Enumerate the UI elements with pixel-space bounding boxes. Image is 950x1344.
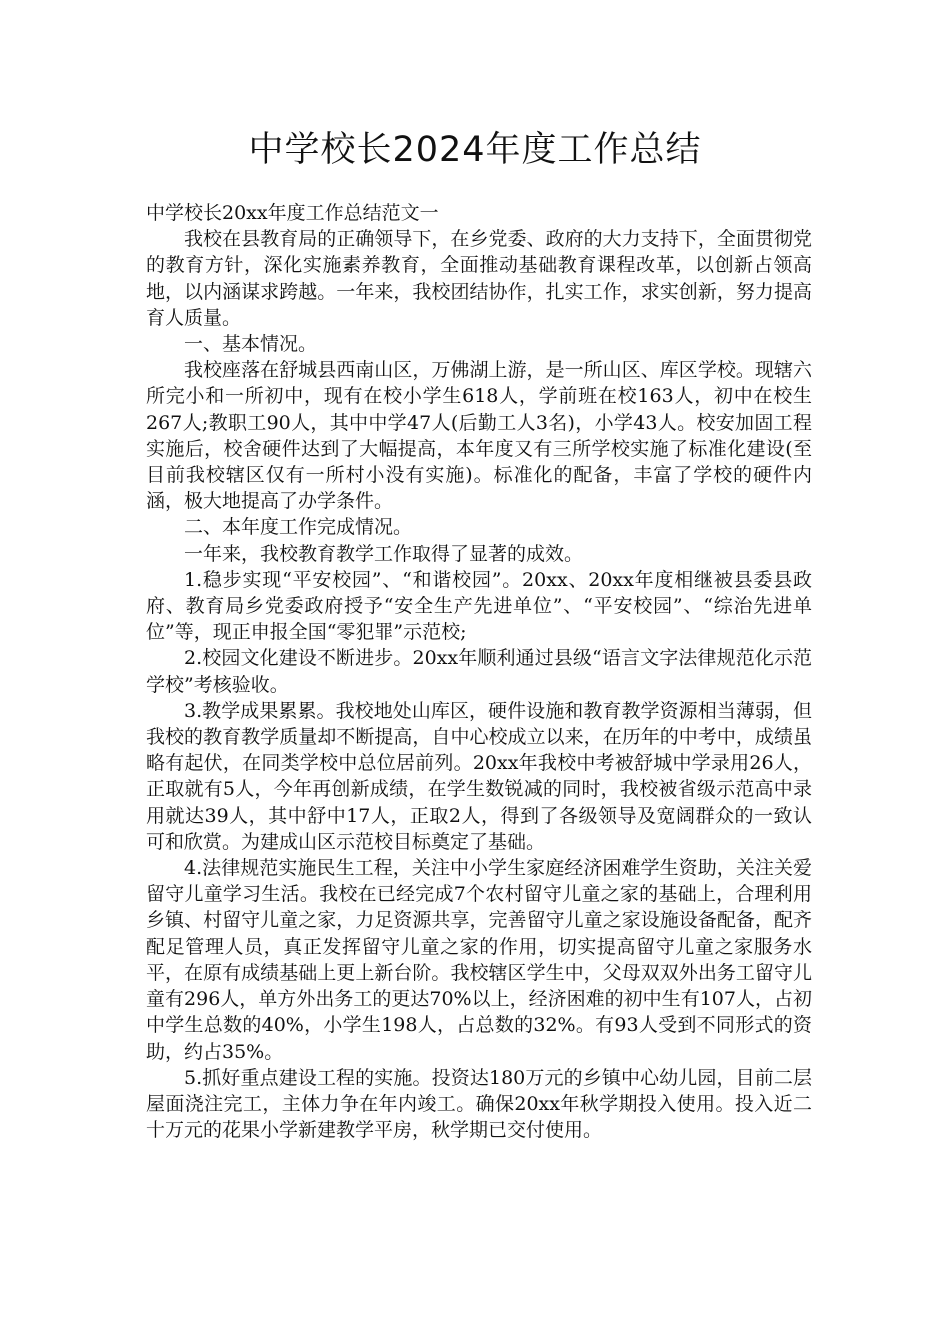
list-item-livelihood-projects: 4.法律规范实施民生工程，关注中小学生家庭经济困难学生资助，关注关爱留守儿童学习生活。我校在已经完成7个农村留守儿童之家的基础上，合理利用乡镇、村留守儿童之家，力足资源共享，完善留守儿童之家设施设备配备，配齐配足管理人员，真正发挥留守儿童之家的作用，切实提高留守儿童之家服务水平，在原有成绩基础上更上新台阶。我校辖区学生中，父母双双外出务工留守儿童有296人，单方外出务工的更达70%以上，经济困难的初中生有107人，占初中学生总数的40%，小学生198人，占总数的32%。有93人受到不同形式的资助，约占35%。 (146, 857, 812, 1063)
paragraph-achievements-summary: 一年来，我校教育教学工作取得了显著的成效。 (184, 542, 584, 565)
document-subtitle: 中学校长20xx年度工作总结范文一 (146, 202, 439, 224)
list-item-safe-campus: 1.稳步实现“平安校园”、“和谐校园”。20xx、20xx年度相继被县委县政府、教育局乡党委政府授予“安全生产先进单位”、“平安校园”、“综治先进单位”等，现正申报全国“零犯罪”示范校; (146, 568, 812, 644)
document-body (146, 200, 812, 1143)
section-heading-work-completion: 二、本年度工作完成情况。 (184, 516, 413, 539)
section-heading-basic-situation: 一、基本情况。 (184, 333, 318, 356)
paragraph-intro: 我校在县教育局的正确领导下，在乡党委、政府的大力支持下，全面贯彻党的教育方针，深化实施素养教育，全面推动基础教育课程改革，以创新占领高地，以内涵谋求跨越。一年来，我校团结协作，扎实工作，求实创新，努力提高育人质量。 (146, 228, 812, 329)
list-item-campus-culture: 2.校园文化建设不断进步。20xx年顺利通过县级“语言文字法律规范化示范学校”考核验收。 (146, 647, 812, 696)
list-item-teaching-results: 3.教学成果累累。我校地处山库区，硬件设施和教育教学资源相当薄弱，但我校的教育教学质量却不断提高，自中心校成立以来，在历年的中考中，成绩虽略有起伏，在同类学校中总位居前列。20xx年我校中考被舒城中学录用26人，正取就有5人，今年再创新成绩，在学生数锐减的同时，我校被省级示范高中录用就达39人，其中舒中17人，正取2人，得到了各级领导及宽阔群众的一致认可和欣赏。为建成山区示范校目标奠定了基础。 (146, 699, 812, 853)
list-item-key-construction: 5.抓好重点建设工程的实施。投资达180万元的乡镇中心幼儿园，目前二层屋面浇注完工，主体力争在年内竣工。确保20xx年秋学期投入使用。投入近二十万元的花果小学新建教学平房，秋学期已交付使用。 (146, 1066, 812, 1142)
document-title: 中学校长2024年度工作总结 (248, 130, 702, 170)
paragraph-basic-situation: 我校座落在舒城县西南山区，万佛湖上游，是一所山区、库区学校。现辖六所完小和一所初中，现有在校小学生618人，学前班在校163人，初中在校生267人;教职工90人，其中中学47人(后勤工人3名)，小学43人。校安加固工程实施后，校舍硬件达到了大幅提高，本年度又有三所学校实施了标准化建设(至目前我校辖区仅有一所村小没有实施)。标准化的配备，丰富了学校的硬件内涵，极大地提高了办学条件。 (146, 359, 812, 513)
